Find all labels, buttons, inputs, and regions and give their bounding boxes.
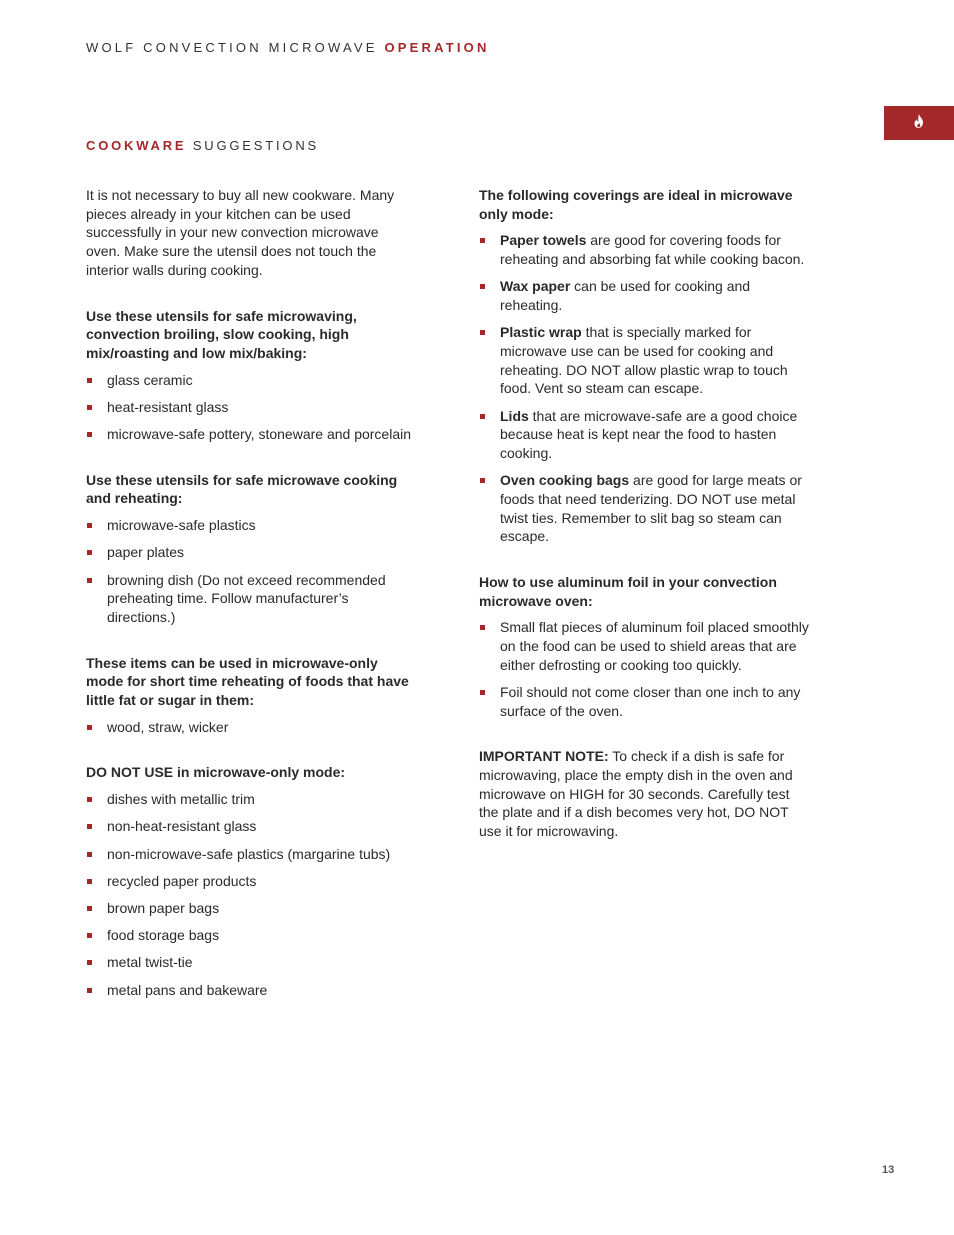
item-term: Lids bbox=[500, 407, 529, 424]
important-note-label: IMPORTANT NOTE: bbox=[479, 748, 609, 765]
item-term: Oven cooking bags bbox=[500, 472, 630, 489]
bullet-icon bbox=[480, 625, 485, 630]
bullet-icon bbox=[87, 378, 92, 383]
list-item: dishes with metallic trim bbox=[86, 790, 416, 809]
bullet-icon bbox=[480, 690, 485, 695]
flame-icon bbox=[913, 114, 925, 133]
item-term: Paper towels bbox=[500, 232, 587, 249]
list-item: heat-resistant glass bbox=[86, 398, 416, 417]
bullet-icon bbox=[87, 725, 92, 730]
foil-heading: How to use aluminum foil in your convection microwave oven: bbox=[479, 573, 777, 609]
coverings-heading: The following coverings are ideal in microwave only mode: bbox=[479, 187, 793, 222]
left-column bbox=[86, 186, 416, 1026]
important-note bbox=[479, 747, 809, 841]
safe-utensils-list bbox=[86, 371, 416, 444]
bullet-icon bbox=[87, 797, 92, 802]
section-title-accent: COOKWARE bbox=[86, 138, 187, 153]
page-number: 13 bbox=[882, 1164, 895, 1176]
list-item: microwave-safe plastics bbox=[86, 516, 416, 535]
section-title-rest: SUGGESTIONS bbox=[192, 138, 319, 153]
list-item: Paper towels are good for covering foods for reheating and absorbing fat while cooking bacon. bbox=[479, 231, 809, 268]
bullet-icon bbox=[87, 824, 92, 829]
list-item: metal twist-tie bbox=[86, 953, 416, 972]
list-item: recycled paper products bbox=[86, 872, 416, 891]
bullet-icon bbox=[87, 879, 92, 884]
important-note-text: To check if a dish is safe for microwaving, place the empty dish in the oven and microwave on HIGH for 30 seconds. Carefully test the plate and if a dish becomes very hot, DO NOT use it for microwaving. bbox=[479, 748, 793, 840]
bullet-icon bbox=[87, 550, 92, 555]
right-column bbox=[479, 186, 809, 841]
list-item: food storage bags bbox=[86, 926, 416, 945]
bullet-icon bbox=[480, 284, 485, 289]
bullet-icon bbox=[87, 405, 92, 410]
coverings-list bbox=[479, 231, 809, 546]
list-item: paper plates bbox=[86, 543, 416, 562]
bullet-icon bbox=[480, 330, 485, 335]
side-tab bbox=[884, 106, 954, 140]
page-header bbox=[86, 40, 490, 55]
list-item: Plastic wrap that is specially marked for microwave use can be used for cooking and reheating. DO NOT allow plastic wrap to touch food. Vent so steam can escape. bbox=[479, 323, 809, 398]
reheating-utensils-list bbox=[86, 516, 416, 627]
short-reheating-list bbox=[86, 718, 416, 737]
list-item: Foil should not come closer than one inch to any surface of the oven. bbox=[479, 683, 809, 720]
safe-utensils-heading: Use these utensils for safe microwaving, convection broiling, slow cooking, high mix/roasting and low mix/baking: bbox=[86, 307, 357, 361]
bullet-icon bbox=[87, 960, 92, 965]
do-not-use-list bbox=[86, 790, 416, 999]
bullet-icon bbox=[87, 578, 92, 583]
bullet-icon bbox=[87, 523, 92, 528]
list-item: glass ceramic bbox=[86, 371, 416, 390]
short-reheating-heading: These items can be used in microwave-only mode for short time reheating of foods that have little fat or sugar in them: bbox=[86, 654, 409, 709]
list-item: non-heat-resistant glass bbox=[86, 817, 416, 836]
item-term: Plastic wrap bbox=[500, 324, 582, 341]
header-title: WOLF CONVECTION MICROWAVE bbox=[86, 40, 378, 55]
section-title bbox=[86, 138, 319, 153]
bullet-icon bbox=[87, 933, 92, 938]
bullet-icon bbox=[87, 852, 92, 857]
list-item: browning dish (Do not exceed recommended preheating time. Follow manufacturer’s directions.) bbox=[86, 571, 416, 627]
bullet-icon bbox=[87, 988, 92, 993]
bullet-icon bbox=[87, 432, 92, 437]
list-item: Lids that are microwave-safe are a good choice because heat is kept near the food to hasten cooking. bbox=[479, 407, 809, 463]
item-term: Wax paper bbox=[500, 278, 571, 295]
list-item: Small flat pieces of aluminum foil placed smoothly on the food can be used to shield areas that are either defrosting or cooking too quickly. bbox=[479, 618, 809, 674]
bullet-icon bbox=[480, 478, 485, 483]
list-item: non-microwave-safe plastics (margarine tubs) bbox=[86, 845, 416, 864]
bullet-icon bbox=[480, 414, 485, 419]
header-section: OPERATION bbox=[384, 40, 490, 55]
bullet-icon bbox=[87, 906, 92, 911]
do-not-use-heading: DO NOT USE in microwave-only mode: bbox=[86, 764, 346, 781]
foil-list bbox=[479, 618, 809, 720]
reheating-utensils-heading: Use these utensils for safe microwave cooking and reheating: bbox=[86, 471, 398, 507]
list-item: microwave-safe pottery, stoneware and porcelain bbox=[86, 425, 416, 444]
list-item: Wax paper can be used for cooking and reheating. bbox=[479, 277, 809, 314]
list-item: Oven cooking bags are good for large meats or foods that need tenderizing. DO NOT use metal twist ties. Remember to slit bag so steam can escape. bbox=[479, 471, 809, 546]
list-item: brown paper bags bbox=[86, 899, 416, 918]
intro-paragraph: It is not necessary to buy all new cookware. Many pieces already in your kitchen can be used successfully in your new convection microwave oven. Make sure the utensil does not touch the interior walls during cooking. bbox=[86, 187, 395, 278]
list-item: metal pans and bakeware bbox=[86, 981, 416, 1000]
list-item: wood, straw, wicker bbox=[86, 718, 416, 737]
bullet-icon bbox=[480, 238, 485, 243]
